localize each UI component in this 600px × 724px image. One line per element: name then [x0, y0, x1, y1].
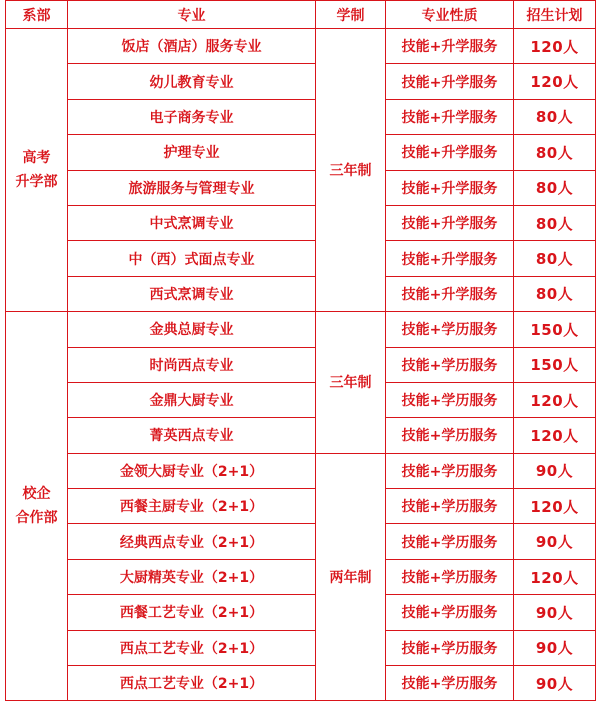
- table-row: [6, 559, 596, 594]
- major-cell: 时尚西点专业: [68, 347, 316, 382]
- major-cell: 旅游服务与管理专业: [68, 170, 316, 205]
- major-cell: 电子商务专业: [68, 99, 316, 134]
- header-department: 系部: [6, 1, 68, 29]
- major-cell: 大厨精英专业（2+1）: [68, 559, 316, 594]
- table-row: [6, 524, 596, 559]
- major-cell: 菁英西点专业: [68, 418, 316, 453]
- major-cell: 金典总厨专业: [68, 312, 316, 347]
- plan-cell: 90人: [514, 453, 596, 488]
- table-row: [6, 453, 596, 488]
- header-row: [6, 1, 596, 29]
- plan-cell: 120人: [514, 489, 596, 524]
- nature-cell: 技能+学历服务: [386, 347, 514, 382]
- table-row: [6, 630, 596, 665]
- nature-cell: 技能+学历服务: [386, 630, 514, 665]
- nature-cell: 技能+学历服务: [386, 453, 514, 488]
- plan-cell: 90人: [514, 666, 596, 701]
- plan-cell: 120人: [514, 382, 596, 417]
- major-cell: 西餐工艺专业（2+1）: [68, 595, 316, 630]
- table-body: [6, 29, 596, 701]
- table-row: [6, 347, 596, 382]
- plan-cell: 80人: [514, 135, 596, 170]
- table-row: [6, 205, 596, 240]
- nature-cell: 技能+学历服务: [386, 595, 514, 630]
- table-row: [6, 135, 596, 170]
- table-row: [6, 241, 596, 276]
- nature-cell: 技能+学历服务: [386, 489, 514, 524]
- nature-cell: 技能+升学服务: [386, 170, 514, 205]
- plan-cell: 120人: [514, 559, 596, 594]
- department-label-line: 合作部: [15, 510, 58, 527]
- plan-cell: 90人: [514, 524, 596, 559]
- header-nature: 专业性质: [386, 1, 514, 29]
- department-label-line: 高考: [22, 150, 51, 167]
- duration-cell: 两年制: [316, 453, 386, 701]
- nature-cell: 技能+学历服务: [386, 666, 514, 701]
- nature-cell: 技能+升学服务: [386, 64, 514, 99]
- table-row: [6, 64, 596, 99]
- major-cell: 护理专业: [68, 135, 316, 170]
- nature-cell: 技能+升学服务: [386, 241, 514, 276]
- header-major: 专业: [68, 1, 316, 29]
- major-cell: 西式烹调专业: [68, 276, 316, 311]
- major-cell: 金领大厨专业（2+1）: [68, 453, 316, 488]
- department-cell: [6, 29, 68, 312]
- table-row: [6, 489, 596, 524]
- table-row: [6, 99, 596, 134]
- nature-cell: 技能+升学服务: [386, 205, 514, 240]
- duration-cell: 三年制: [316, 312, 386, 454]
- plan-cell: 120人: [514, 64, 596, 99]
- table-row: [6, 666, 596, 701]
- table-row: [6, 418, 596, 453]
- nature-cell: 技能+学历服务: [386, 524, 514, 559]
- nature-cell: 技能+学历服务: [386, 418, 514, 453]
- duration-cell: 三年制: [316, 29, 386, 312]
- department-label-line: 校企: [22, 486, 51, 503]
- table-header: [6, 1, 596, 29]
- plan-cell: 80人: [514, 205, 596, 240]
- plan-cell: 150人: [514, 347, 596, 382]
- department-label-line: 升学部: [15, 174, 58, 191]
- header-duration: 学制: [316, 1, 386, 29]
- major-cell: 饭店（酒店）服务专业: [68, 29, 316, 64]
- table-row: [6, 595, 596, 630]
- table-row: [6, 170, 596, 205]
- major-cell: 中（西）式面点专业: [68, 241, 316, 276]
- plan-cell: 150人: [514, 312, 596, 347]
- major-cell: 西点工艺专业（2+1）: [68, 666, 316, 701]
- table-row: [6, 276, 596, 311]
- nature-cell: 技能+学历服务: [386, 312, 514, 347]
- major-cell: 西餐主厨专业（2+1）: [68, 489, 316, 524]
- major-cell: 经典西点专业（2+1）: [68, 524, 316, 559]
- header-plan: 招生计划: [514, 1, 596, 29]
- table-row: [6, 312, 596, 347]
- plan-cell: 80人: [514, 170, 596, 205]
- table-row: [6, 382, 596, 417]
- plan-cell: 90人: [514, 595, 596, 630]
- nature-cell: 技能+升学服务: [386, 29, 514, 64]
- plan-cell: 90人: [514, 630, 596, 665]
- plan-cell: 120人: [514, 29, 596, 64]
- nature-cell: 技能+升学服务: [386, 276, 514, 311]
- major-cell: 中式烹调专业: [68, 205, 316, 240]
- nature-cell: 技能+学历服务: [386, 382, 514, 417]
- table-row: [6, 29, 596, 64]
- department-cell: [6, 312, 68, 701]
- enrollment-table: [5, 0, 596, 701]
- nature-cell: 技能+升学服务: [386, 135, 514, 170]
- plan-cell: 80人: [514, 241, 596, 276]
- plan-cell: 80人: [514, 99, 596, 134]
- major-cell: 幼儿教育专业: [68, 64, 316, 99]
- plan-cell: 120人: [514, 418, 596, 453]
- nature-cell: 技能+升学服务: [386, 99, 514, 134]
- nature-cell: 技能+学历服务: [386, 559, 514, 594]
- major-cell: 西点工艺专业（2+1）: [68, 630, 316, 665]
- major-cell: 金鼎大厨专业: [68, 382, 316, 417]
- plan-cell: 80人: [514, 276, 596, 311]
